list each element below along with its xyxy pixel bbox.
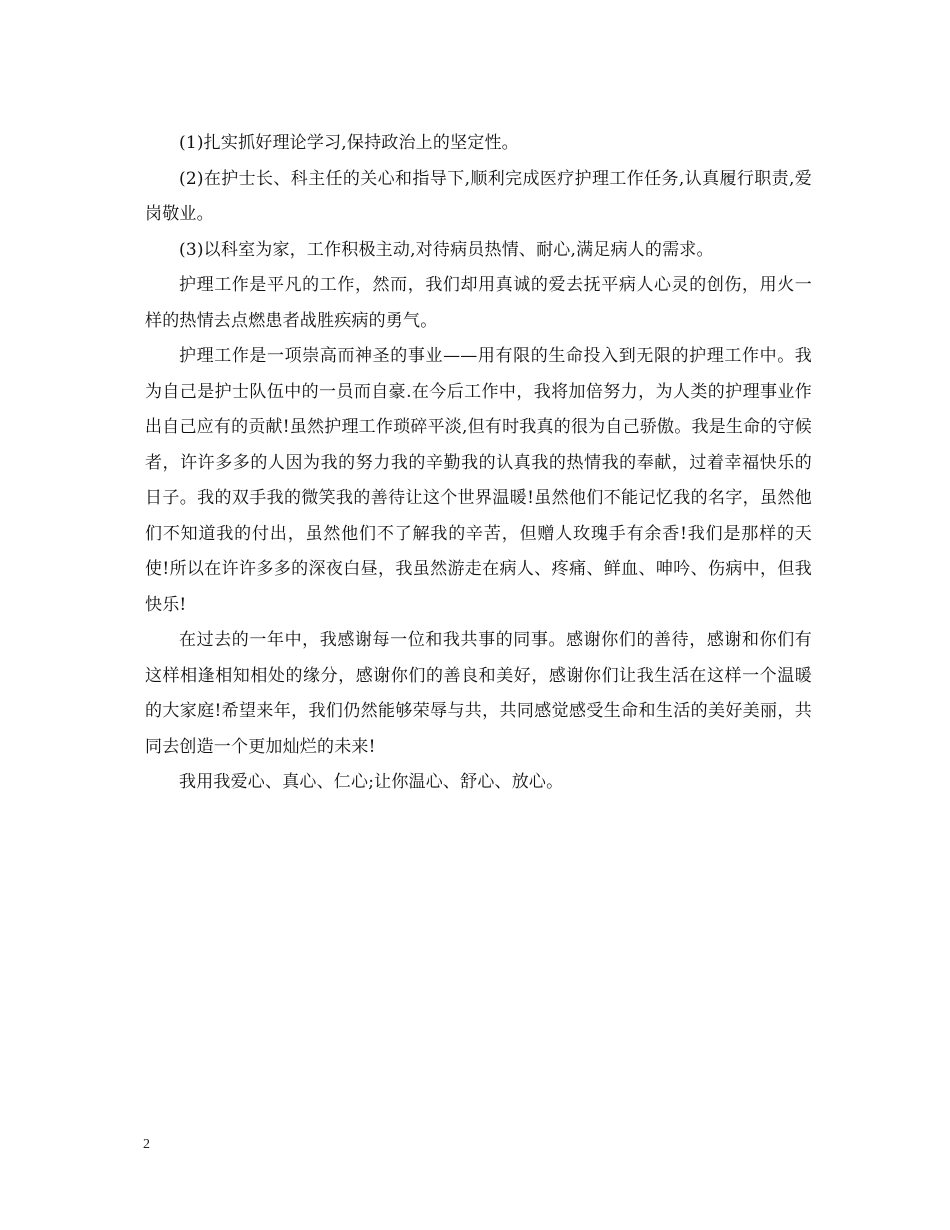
paragraph-5: 护理工作是一项崇高而神圣的事业——用有限的生命投入到无限的护理工作中。我为自己是护士队伍中的一员而自豪.在今后工作中，我将加倍努力，为人类的护理事业作出自己应有的贡献!虽然护理工作琐碎平淡,但有时我真的很为自己骄傲。我是生命的守候者，许许多多的人因为我的努力我的辛勤我的认真我的热情我的奉献，过着幸福快乐的日子。我的双手我的微笑我的善待让这个世界温暖!虽然他们不能记忆我的名字，虽然他们不知道我的付出，虽然他们不了解我的辛苦，但赠人玫瑰手有余香!我们是那样的天使!所以在许许多多的深夜白昼，我虽然游走在病人、疼痛、鲜血、呻吟、伤病中，但我快乐! (145, 346, 812, 615)
document-body (145, 126, 812, 801)
paragraph-6: 在过去的一年中，我感谢每一位和我共事的同事。感谢你们的善待，感谢和你们有这样相逢相知相处的缘分，感谢你们的善良和美好，感谢你们让我生活在这样一个温暖的大家庭!希望来年，我们仍然能够荣辱与共，共同感觉感受生命和生活的美好美丽，共同去创造一个更加灿烂的未来! (145, 630, 812, 757)
paragraph-3: (3)以科室为家，工作积极主动,对待病员热情、耐心,满足病人的需求。 (179, 239, 714, 260)
page-number: 2 (143, 1137, 150, 1152)
paragraph-1: (1)扎实抓好理论学习,保持政治上的坚定性。 (179, 133, 519, 153)
paragraph-7: 我用我爱心、真心、仁心;让你温心、舒心、放心。 (179, 772, 564, 792)
paragraph-4: 护理工作是平凡的工作，然而，我们却用真诚的爱去抚平病人心灵的创伤，用火一样的热情去点燃患者战胜疾病的勇气。 (145, 275, 812, 331)
paragraph-2: (2)在护士长、科主任的关心和指导下,顺利完成医疗护理工作任务,认真履行职责,爱岗敬业。 (145, 168, 812, 224)
